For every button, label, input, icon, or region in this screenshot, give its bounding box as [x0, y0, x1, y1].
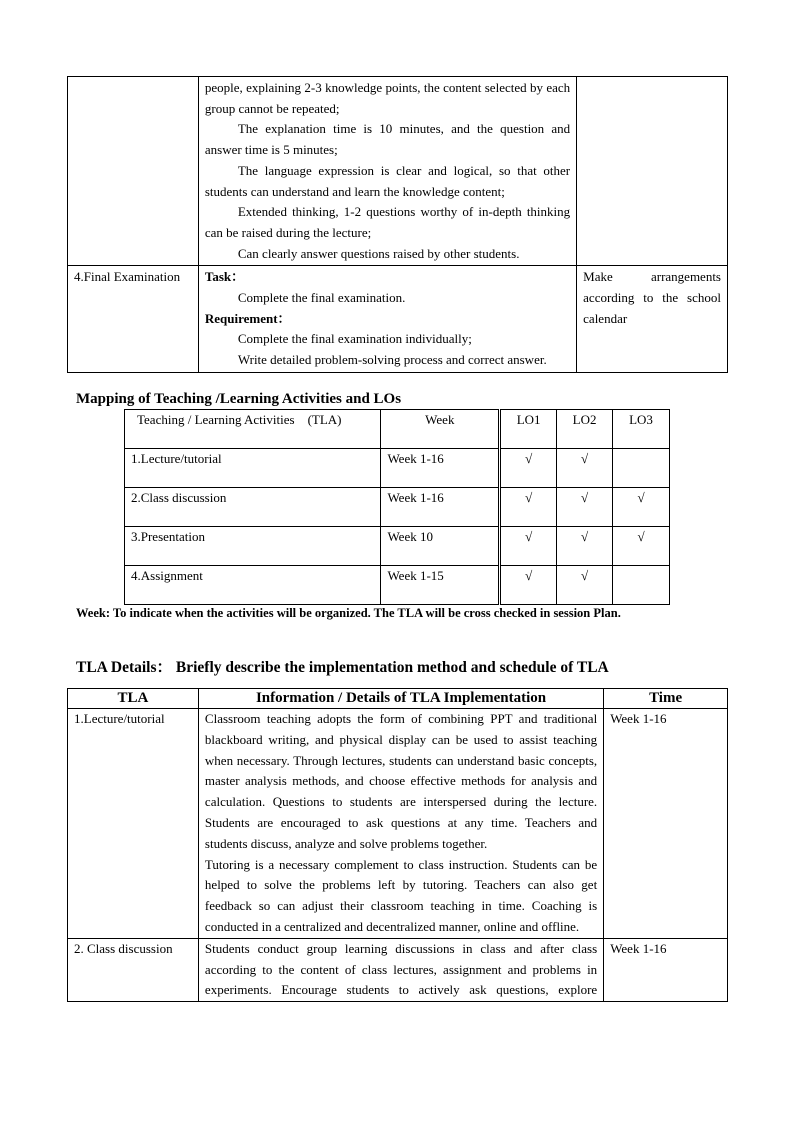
tla-cell: 4.Assignment	[125, 566, 381, 605]
header-tla: Teaching / Learning Activities (TLA)	[125, 410, 381, 449]
cell-empty	[577, 77, 728, 266]
requirement-line: The explanation time is 10 minutes, and the question and answer time is 5 minutes;	[204, 121, 571, 158]
week-cell: Week 10	[381, 527, 500, 566]
tla-details-table	[67, 688, 728, 1002]
table-row	[68, 938, 728, 1001]
tla-cell: 2.Class discussion	[125, 488, 381, 527]
mapping-note: Week: To indicate when the activities will be organized. The TLA will be cross checked in session Plan.	[76, 606, 621, 620]
final-exam-details	[198, 266, 576, 373]
requirement-line: Complete the final examination individually;	[237, 331, 472, 347]
tla-cell: 1.Lecture/tutorial	[125, 449, 381, 488]
week-cell: Week 1-16	[381, 488, 500, 527]
header-lo1: LO1	[500, 410, 557, 449]
lo1-check: √	[500, 488, 557, 527]
details-cell	[198, 709, 603, 939]
week-cell: Week 1-15	[381, 566, 500, 605]
table-row	[125, 566, 670, 605]
table-header-row	[68, 689, 728, 709]
lo2-check: √	[557, 566, 613, 605]
table-row	[68, 709, 728, 939]
header-tla: TLA	[68, 689, 199, 709]
header-lo3: LO3	[613, 410, 670, 449]
lo1-check: √	[500, 527, 557, 566]
lo3-check: √	[613, 488, 670, 527]
table-row	[125, 527, 670, 566]
details-title: TLA Details： Briefly describe the implementation method and schedule of TLA	[76, 659, 609, 676]
task-text: Complete the final examination.	[237, 290, 406, 306]
details-paragraph: Tutoring is a necessary complement to class instruction. Students can be helped to solve the problems left by tutoring. Teachers can also get feedback so can adjust their classroom teaching in time. Coaching is conducted in a centralized and decentralized manner, online and offline.	[204, 856, 598, 934]
time-cell: Week 1-16	[604, 709, 728, 939]
lo3-check	[613, 566, 670, 605]
lo2-check: √	[557, 449, 613, 488]
lo3-check	[613, 449, 670, 488]
requirement-line: people, explaining 2-3 knowledge points, the content selected by each group cannot be repeated;	[204, 80, 571, 116]
lo1-check: √	[500, 449, 557, 488]
mapping-table	[124, 409, 670, 605]
lo3-check: √	[613, 527, 670, 566]
requirement-line: Extended thinking, 1-2 questions worthy of in-depth thinking can be raised during the lecture;	[204, 204, 571, 240]
tla-cell: 1.Lecture/tutorial	[68, 709, 199, 939]
table-row	[125, 488, 670, 527]
activity-name: 4.Final Examination	[68, 266, 199, 373]
requirement-label: Requirement：	[204, 310, 291, 326]
table-row	[68, 266, 728, 373]
header-week: Week	[381, 410, 500, 449]
requirement-line: Can clearly answer questions raised by other students.	[237, 245, 520, 261]
lo2-check: √	[557, 527, 613, 566]
time-cell: Week 1-16	[604, 938, 728, 1001]
requirements-cell	[198, 77, 576, 266]
header-time: Time	[604, 689, 728, 709]
lo2-check: √	[557, 488, 613, 527]
task-label: Task：	[204, 269, 245, 285]
requirement-line: The language expression is clear and logical, so that other students can understand and learn the knowledge content;	[204, 162, 571, 199]
table-row	[125, 449, 670, 488]
header-lo2: LO2	[557, 410, 613, 449]
table-header-row	[125, 410, 670, 449]
week-cell: Week 1-16	[381, 449, 500, 488]
tla-cell: 2. Class discussion	[68, 938, 199, 1001]
details-paragraph: Students conduct group learning discussions in class and after class according to the content of class lectures, assignment and problems in experiments. Encourage students to actively ask questions, explore	[198, 938, 603, 1001]
mapping-title: Mapping of Teaching /Learning Activities and LOs	[76, 391, 402, 407]
requirement-line: Write detailed problem-solving process and correct answer.	[237, 352, 547, 368]
table-row	[68, 77, 728, 266]
header-information: Information / Details of TLA Implementation	[198, 689, 603, 709]
cell-empty	[68, 77, 199, 266]
assessment-table	[67, 76, 728, 373]
lo1-check: √	[500, 566, 557, 605]
details-paragraph: Classroom teaching adopts the form of combining PPT and traditional blackboard writing, and physical display can be used to assist teaching when necessary. Through lectures, students can understand basic concepts, master analysis methods, and choose effective methods for analysis and calculation. Questions to students are interspersed during the lecture. Students are encouraged to ask questions at any time. Teachers and students discuss, analyze and solve problems together.	[204, 711, 598, 851]
tla-cell: 3.Presentation	[125, 527, 381, 566]
time-cell: Make arrangements according to the school calendar	[577, 266, 728, 373]
